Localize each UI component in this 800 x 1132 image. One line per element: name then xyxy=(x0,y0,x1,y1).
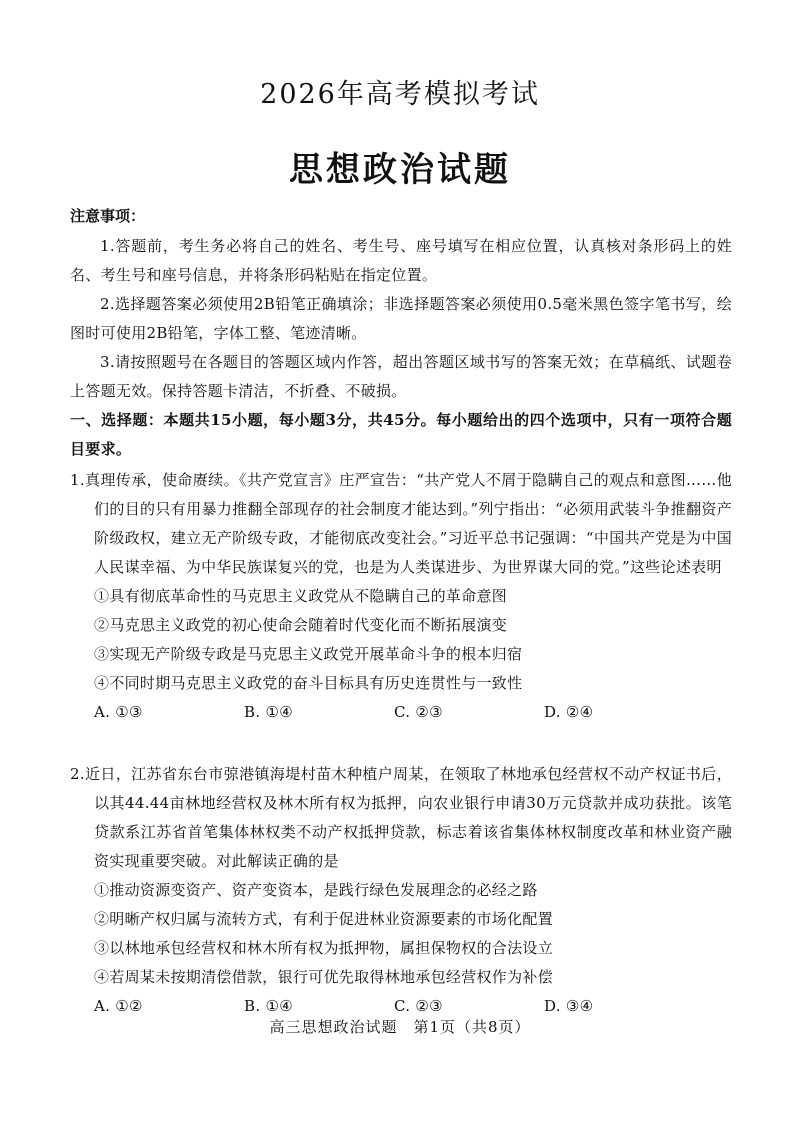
notice-item-3: 3.请按照题号在各题目的答题区域内作答，超出答题区域书写的答案无效；在草稿纸、试题卷上答题无效。保持答题卡清洁，不折叠、不破损。 xyxy=(70,353,732,400)
section-title: 一、选择题：本题共15小题，每小题3分，共45分。每小题给出的四个选项中，只有一项符合题目要求。 xyxy=(70,411,732,458)
question-2-choice-d: D. ③④ xyxy=(544,997,594,1015)
question-2-option-1: ①推动资源变资产、资产变资本，是践行绿色发展理念的必经之路 xyxy=(94,881,538,899)
question-1-choice-b: B. ①④ xyxy=(244,703,293,721)
question-1 xyxy=(70,466,732,727)
question-1-choice-a: A. ①③ xyxy=(94,703,143,721)
question-1-choices xyxy=(70,698,732,727)
question-2-choice-a: A. ①② xyxy=(94,997,143,1015)
question-1-option-1: ①具有彻底革命性的马克思主义政党从不隐瞒自己的革命意图 xyxy=(94,587,508,605)
question-1-choice-d: D. ②④ xyxy=(544,703,594,721)
question-2-stem: 2.近日，江苏省东台市弶港镇海堤村苗木种植户周某，在领取了林地承包经营权不动产权证书后，以其44.44亩林地经营权及林木所有权为抵押，向农业银行申请30万元贷款并成功获批。该笔贷款系江苏省首笔集体林权类不动产权抵押贷款，标志着该省集体林权制度改革和林业资产融资实现重要突破。对此解读正确的是 xyxy=(70,765,732,870)
question-1-choice-c: C. ②③ xyxy=(394,703,443,721)
notice-heading: 注意事项： xyxy=(70,207,146,225)
question-1-stem: 1.真理传承，使命赓续。《共产党宣言》庄严宣告：“共产党人不屑于隐瞒自己的观点和意图……他们的目的只有用暴力推翻全部现存的社会制度才能达到。”列宁指出：“必须用武装斗争推翻资产阶级政权，建立无产阶级专政，才能彻底改变社会。”习近平总书记强调：“中国共产党是为中国人民谋幸福、为中华民族谋复兴的党，也是为人类谋进步、为世界谋大同的党。”这些论述表明 xyxy=(70,471,732,576)
question-2-option-2: ②明晰产权归属与流转方式，有利于促进林业资源要素的市场化配置 xyxy=(94,910,554,928)
exam-title: 2026年高考模拟考试 xyxy=(260,79,540,110)
question-2-choice-c: C. ②③ xyxy=(394,997,443,1015)
page-footer: 高三思想政治试题 第1页（共8页） xyxy=(269,1018,531,1036)
notice-list xyxy=(70,232,732,464)
notice-item-2: 2.选择题答案必须使用2B铅笔正确填涂；非选择题答案必须使用0.5毫米黑色签字笔书写，绘图时可使用2B铅笔，字体工整、笔迹清晰。 xyxy=(70,295,732,342)
subject-title: 思想政治试题 xyxy=(289,150,511,190)
notice-item-1: 1.答题前，考生务必将自己的姓名、考生号、座号填写在相应位置，认真核对条形码上的姓名、考生号和座号信息，并将条形码粘贴在指定位置。 xyxy=(70,237,732,284)
question-1-option-4: ④不同时期马克思主义政党的奋斗目标具有历史连贯性与一致性 xyxy=(94,674,523,692)
question-2 xyxy=(70,760,732,1021)
question-2-option-3: ③以林地承包经营权和林木所有权为抵押物，属担保物权的合法设立 xyxy=(94,939,554,957)
question-1-option-3: ③实现无产阶级专政是马克思主义政党开展革命斗争的根本归宿 xyxy=(94,645,523,663)
question-2-option-4: ④若周某未按期清偿借款，银行可优先取得林地承包经营权作为补偿 xyxy=(94,968,554,986)
question-1-option-2: ②马克思主义政党的初心使命会随着时代变化而不断拓展演变 xyxy=(94,616,508,634)
question-2-choice-b: B. ①④ xyxy=(244,997,293,1015)
